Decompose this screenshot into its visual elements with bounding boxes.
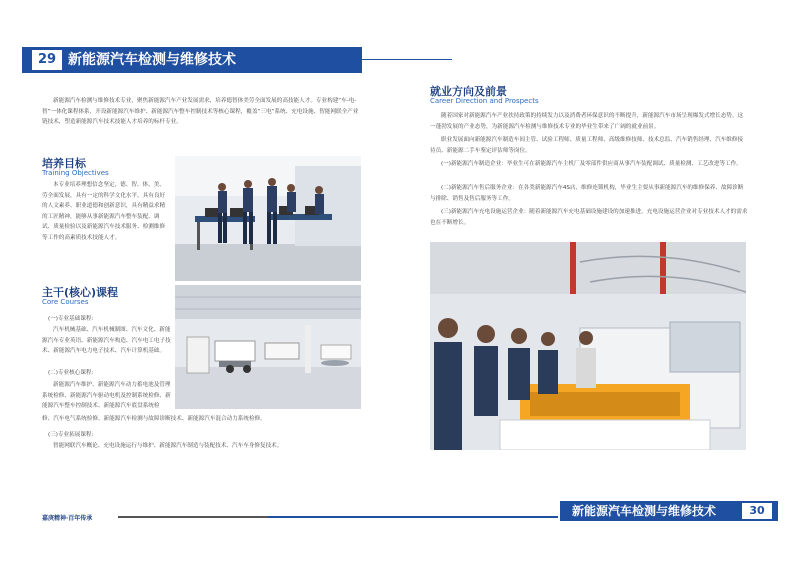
course-group-heading: (三)专业拓展课程: xyxy=(48,432,94,438)
core-courses-title: 主干(核心)课程 xyxy=(42,286,119,299)
header-rule xyxy=(362,59,452,60)
footer-rule-blue xyxy=(268,516,558,518)
career-paragraph: 随着国家对新能源汽车产业扶持政策的持续发力以及消费者环保意识的不断提升，新能源汽车市场呈现爆发式增长态势。这一蓬勃发展的产业态势，为新能源汽车检测与维修技术专业的毕业生带来了广阔的就业前景。 xyxy=(430,113,744,130)
career-paragraph: 职业发展面向新能源汽车制造车间主管、试验工程师、质量工程师、高级维修技师、技术总监、汽车销售经理、汽车维修接待员、新能源二手车鉴定评估师等岗位。 xyxy=(430,137,744,154)
core-courses-subtitle: Core Courses xyxy=(42,298,89,306)
career-title: 就业方向及前景 xyxy=(430,85,507,98)
training-objectives-subtitle: Training Objectives xyxy=(42,169,109,177)
footer-motto: 嘉庚精神·百年传承 xyxy=(42,515,93,522)
course-group-text-a: 新能源汽车维护、新能源汽车动力蓄电池及管理系统检修、新能源汽车驱动电机及控制系统检修、新能源汽车整车控制技术、新能源汽车底盘系统检 xyxy=(42,382,171,410)
workshop-photo xyxy=(175,285,361,409)
career-paragraph: (二)新能源汽车售后服务企业：在各类新能源汽车4S店、维修连锁机构，毕业生主要从事新能源汽车的维修保养、故障诊断与排除、销售及售后服务等工作。 xyxy=(430,185,744,202)
career-subtitle: Career Direction and Prospects xyxy=(430,97,539,105)
footer-rule-gray xyxy=(118,516,268,518)
course-group-text: 汽车机械基础、汽车机械制图、汽车文化、新能源汽车专业英语、新能源汽车构造、汽车电工电子技术、新能源汽车电力电子技术、汽车计算机基础。 xyxy=(42,327,171,355)
career-paragraph: (三)新能源汽车充电设施运营企业：随着新能源汽车充电基础设施建设的加速推进，充电设施运营企业对专业技术人才的需求也在不断增长。 xyxy=(430,209,748,226)
battery-lab-photo xyxy=(430,242,746,450)
intro-paragraph: 新能源汽车检测与维修技术专业，聚焦新能源汽车产业发展需求，培养德智体美劳全面发展的高技能人才。专业构建“车-电-智”一体化课程体系，开设新能源汽车维护、新能源汽车整车控制技术等核心课程，覆盖“三电”系统、充电设施、智能网联全产业链技术，塑造新能源汽车技术技能人才培养的标杆专业。 xyxy=(42,98,359,126)
page-number-left: 29 xyxy=(32,50,62,70)
course-group-heading: (二)专业核心课程: xyxy=(48,370,94,376)
training-objectives-text: 本专业培养理想信念坚定，德、智、体、美、劳全面发展，具有一定的科学文化水平，具有良好的人文素养、职业道德和创新意识，具有精益求精的工匠精神，能够从事新能源汽车整车装配、调试、质量检验以及新能源汽车技术服务、检测维修等工作的高素质技术技能人才。 xyxy=(42,182,166,241)
page-number-right: 30 xyxy=(742,503,772,519)
training-lab-photo xyxy=(175,156,361,281)
course-group-text: 智能网联汽车概论、充电设施运行与维护、新能源汽车制造与装配技术、汽车车身修复技术。 xyxy=(53,443,283,449)
page-title: 新能源汽车检测与维修技术 xyxy=(68,52,236,68)
course-group-text-b: 修、汽车电气系统检修、新能源汽车检测与故障诊断技术、新能源汽车混合动力系统检修。 xyxy=(42,416,266,422)
footer-title: 新能源汽车检测与维修技术 xyxy=(572,504,717,518)
career-paragraph: (一)新能源汽车制造企业：毕业生可在新能源汽车主机厂及零部件供应商从事汽车装配调试、质量检测、工艺改进等工作。 xyxy=(441,161,742,167)
course-group-heading: (一)专业基础课程: xyxy=(48,316,94,322)
training-objectives-title: 培养目标 xyxy=(42,157,86,170)
